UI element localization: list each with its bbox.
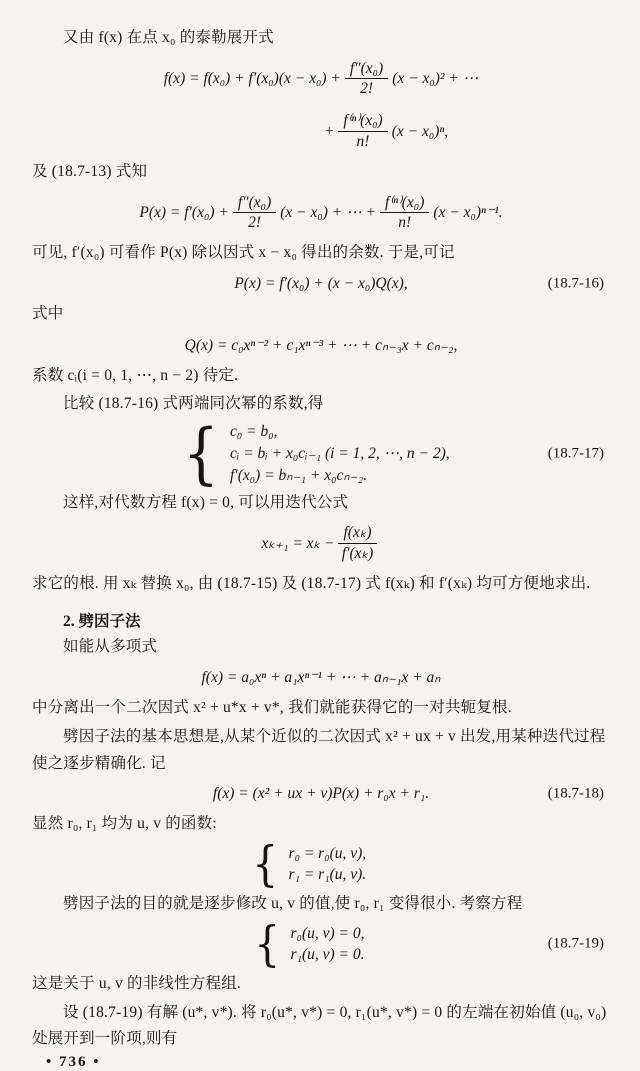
system-line: f′(x₀) = bₙ₋₁ + x₀cₙ₋₂. [230, 466, 367, 484]
system-line: c₀ = b₀, [230, 422, 278, 440]
fraction [380, 194, 429, 233]
formula-segment: f(x) = f(x₀) + f′(x₀)(x − x₀) + [163, 69, 341, 87]
formula-segment: xₖ₊₁ = xₖ − [261, 535, 335, 553]
paragraph-remainder: 可见, f′(x₀) 可看作 P(x) 除以因式 x − x₀ 得出的余数. 于是,可记 [32, 244, 455, 262]
formula-segment: (x − x₀) + ⋯ + [280, 204, 376, 222]
equation-px-expansion [32, 194, 610, 233]
system-lines [291, 925, 365, 964]
equation-system-18-7-17 [180, 415, 610, 493]
formula-segment: (x − x₀)² + ⋯ [392, 70, 479, 88]
fraction-numerator: f″(x₀) [233, 194, 276, 214]
paragraph-thus: 这样,对代数方程 f(x) = 0, 可以用迭代公式 [63, 493, 349, 511]
system-line: cᵢ = bᵢ + x₀cᵢ₋₁ (i = 1, 2, ⋯, n − 2), [230, 444, 450, 462]
fraction-denominator: 2! [248, 214, 262, 232]
equation-qx [32, 336, 610, 355]
fraction [338, 112, 387, 151]
paragraph-separate-quadratic: 中分离出一个二次因式 x² + u*x + v*, 我们就能获得它的一对共轭复根. [32, 699, 512, 717]
formula-segment: (x − x₀)ⁿ⁻¹. [433, 204, 503, 222]
equation-newton-iteration [32, 524, 610, 563]
fraction-numerator: f⁽ⁿ⁾(x₀) [380, 194, 429, 214]
formula-segment: P(x) = f′(x₀) + [139, 203, 229, 221]
system-line: r₁ = r₁(u, v). [288, 866, 367, 884]
fraction [345, 60, 388, 99]
fraction [338, 524, 376, 563]
paragraph-and-eq-1813: 及 (18.7-13) 式知 [32, 162, 148, 180]
equation-number: (18.7-17) [547, 445, 604, 462]
system-lines [289, 845, 367, 884]
paragraph-find-root: 求它的根. 用 xₖ 替换 x₀, 由 (18.7-15) 及 (18.7-17) 式 f(xₖ) 和 f′(xₖ) 均可方便地求出. [32, 575, 591, 593]
fraction-numerator: f″(x₀) [345, 60, 388, 80]
paragraph-goal: 劈因子法的目的就是逐步修改 u, v 的值,使 r₀, r₁ 变得很小. 考察方程 [63, 895, 523, 913]
formula-segment: (x − x₀)ⁿ, [391, 122, 449, 140]
equation-taylor-line1 [32, 60, 610, 99]
equation-18-7-16 [32, 275, 610, 293]
paragraph-obviously: 显然 r₀, r₁ 均为 u, v 的函数: [32, 815, 217, 833]
equation-number: (18.7-18) [547, 785, 604, 802]
paragraph-suppose-solution: 设 (18.7-19) 有解 (u*, v*). 将 r₀(u*, v*) = 0, r₁(u*, v*) = 0 的左端在初始值 (u₀, v₀) 处展开到一阶项,则有 [32, 1003, 607, 1048]
equation-number: (18.7-19) [547, 935, 604, 952]
fraction-numerator: f⁽ⁿ⁾(x₀) [338, 112, 387, 132]
fraction-denominator: 2! [360, 80, 373, 98]
equation-number: (18.7-16) [547, 275, 604, 292]
equation-body: P(x) = f′(x₀) + (x − x₀)Q(x), [234, 274, 408, 292]
equation-body: Q(x) = c₀xⁿ⁻² + c₁xⁿ⁻³ + ⋯ + cₙ₋₃x + cₙ₋₂, [184, 336, 458, 354]
paragraph-nonlinear-system: 这是关于 u, v 的非线性方程组. [32, 975, 241, 993]
left-brace: { [254, 915, 281, 972]
system-lines [230, 423, 450, 485]
paragraph-if-polynomial: 如能从多项式 [63, 637, 158, 655]
equation-18-7-18 [32, 785, 610, 803]
paragraph-taylor-intro: 又由 f(x) 在点 x₀ 的泰勒展开式 [63, 29, 274, 46]
fraction-denominator: n! [356, 133, 370, 151]
paragraph-basic-idea: 劈因子法的基本思想是,从某个近似的二次因式 x² + ux + v 出发,用某种迭代过程使之逐步精确化. 记 [32, 728, 606, 772]
fraction-denominator: n! [398, 214, 412, 232]
paragraph-coefficients: 系数 cᵢ(i = 0, 1, ⋯, n − 2) 待定. [32, 366, 239, 384]
formula-segment: + [323, 122, 335, 140]
paragraph-compare: 比较 (18.7-16) 式两端同次幂的系数,得 [63, 395, 324, 413]
equation-system-r-functions [250, 836, 610, 893]
section-heading-splitting-factor-method: 2. 劈因子法 [63, 612, 141, 630]
system-line: r₁(u, v) = 0. [290, 945, 365, 963]
system-line: r₀(u, v) = 0, [290, 924, 365, 942]
paragraph-where: 式中 [32, 304, 64, 322]
equation-polynomial [32, 668, 610, 687]
fraction-denominator: f′(xₖ) [341, 545, 374, 563]
fraction-numerator: f(xₖ) [338, 524, 376, 544]
left-brace: { [252, 836, 279, 893]
equation-taylor-line2 [32, 112, 610, 151]
equation-system-18-7-19 [252, 915, 610, 972]
page-number: • 736 • [46, 1054, 101, 1071]
left-brace: { [183, 415, 219, 493]
system-line: r₀ = r₀(u, v), [288, 845, 367, 863]
equation-body: f(x) = a₀xⁿ + a₁xⁿ⁻¹ + ⋯ + aₙ₋₁x + aₙ [201, 669, 441, 687]
equation-body: f(x) = (x² + ux + v)P(x) + r₀x + r₁. [212, 785, 430, 803]
fraction [233, 194, 276, 233]
